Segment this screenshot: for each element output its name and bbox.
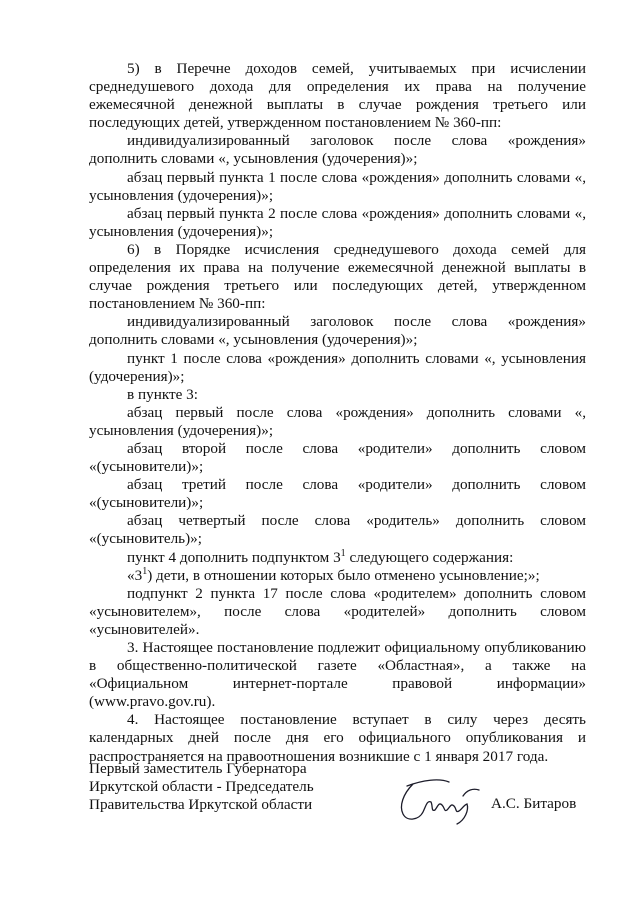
paragraph-item-6: 6) в Порядке исчисления среднедушевого дохода семей для определения их права на получение ежемесячной денежной выплаты в случае рождения третьего или последующих детей, утвержденном постановлением № 360-пп: bbox=[89, 240, 586, 313]
paragraph-item-6-point4-text: «$3^1$) дети, в отношении которых было отменено усыновление;»; bbox=[127, 565, 540, 584]
paragraph-item-5: 5) в Перечне доходов семей, учитываемых при исчислении среднедушевого дохода для определения их права на получение ежемесячной денежной выплаты в случае рождения третьего или последующих детей, утвержденном постановлением № 360-пп: bbox=[89, 60, 586, 132]
signatory-line-2: Иркутской области - Председатель bbox=[89, 778, 314, 795]
paragraph-3-publication: 3. Настоящее постановление подлежит официальному опубликованию в общественно-политической газете «Областная», а также на «Официальном интернет-портале правовой информации» (www.pravo.gov.ru). bbox=[89, 639, 586, 711]
paragraph-4-effective: 4. Настоящее постановление вступает в силу через десять календарных дней после дня его официального опубликования и распространяется на правоотношения возникшие с 1 января 2017 года. bbox=[89, 711, 586, 765]
signatory-line-3: Правительства Иркутской области bbox=[89, 796, 313, 813]
paragraph-item-5-point2: абзац первый пункта 2 после слова «рождения» дополнить словами «, усыновления (удочерения)»; bbox=[89, 204, 586, 240]
paragraph-item-6-point1: пункт 1 после слова «рождения» дополнить словами «, усыновления (удочерения)»; bbox=[89, 349, 586, 385]
signatory-line-1: Первый заместитель Губернатора bbox=[89, 760, 307, 777]
paragraph-item-5-point1: абзац первый пункта 1 после слова «рождения» дополнить словами «, усыновления (удочерения)»; bbox=[89, 168, 586, 204]
document-body bbox=[89, 60, 586, 766]
paragraph-item-6-point3-a3: абзац третий после слова «родители» дополнить словом «(усыновители)»; bbox=[89, 476, 586, 512]
paragraph-item-6-header: индивидуализированный заголовок после слова «рождения» дополнить словами «, усыновления (удочерения)»; bbox=[89, 313, 586, 349]
paragraph-item-6-point4: пункт 4 дополнить подпунктом $3^1$ следующего содержания: bbox=[127, 547, 514, 566]
handwritten-signature bbox=[393, 776, 493, 826]
signatory-name: А.С. Битаров bbox=[491, 795, 577, 812]
paragraph-item-6-point3-a2: абзац второй после слова «родители» дополнить словом «(усыновители)»; bbox=[89, 439, 586, 476]
paragraph-item-6-point3-intro: в пункте 3: bbox=[127, 385, 198, 403]
paragraph-item-6-point17: подпункт 2 пункта 17 после слова «родителем» дополнить словом «усыновителем», после слова «родителей» дополнить словом «усыновителей». bbox=[89, 584, 586, 638]
paragraph-item-5-header: индивидуализированный заголовок после слова «рождения» дополнить словами «, усыновления (удочерения)»; bbox=[89, 132, 586, 168]
paragraph-item-6-point3-a1: абзац первый после слова «рождения» дополнить словами «, усыновления (удочерения)»; bbox=[89, 403, 586, 439]
paragraph-item-6-point3-a4: абзац четвертый после слова «родитель» дополнить словом «(усыновитель)»; bbox=[89, 512, 586, 548]
